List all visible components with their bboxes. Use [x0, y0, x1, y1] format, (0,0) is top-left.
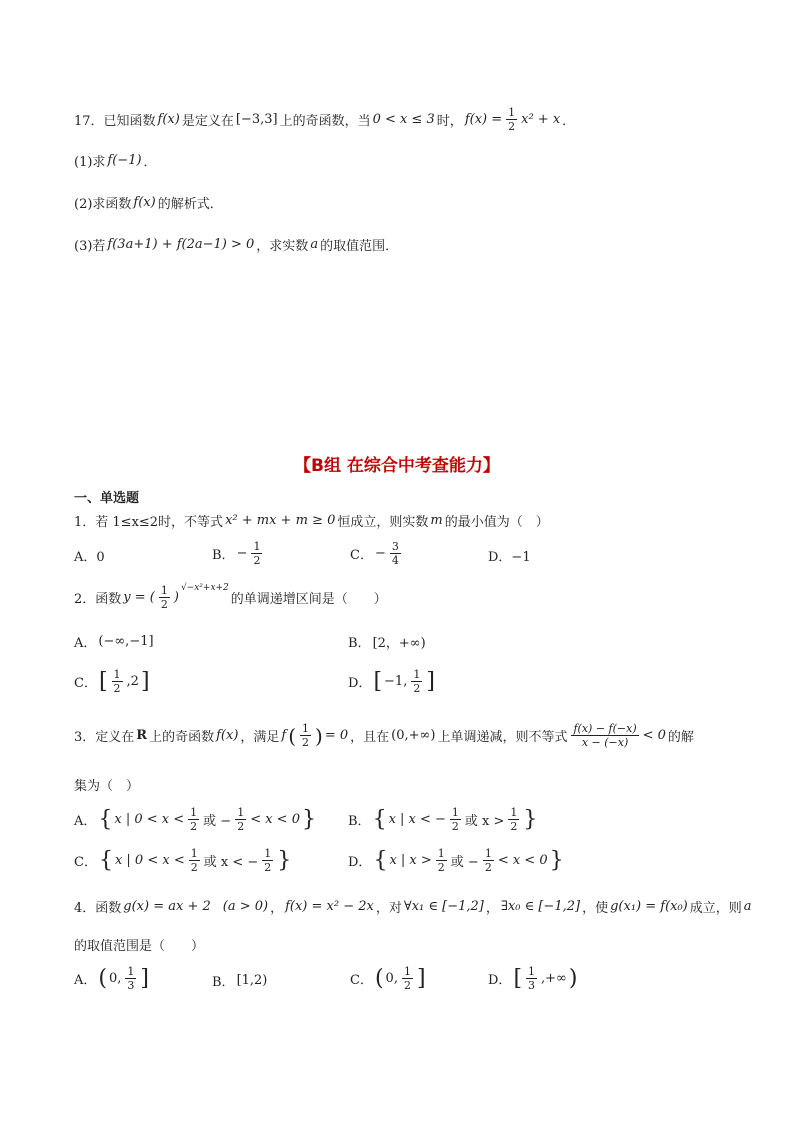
- q3-option-a-label: A．: [74, 814, 97, 829]
- q3-a-n2: 1: [237, 806, 245, 819]
- q4-var: a: [743, 899, 752, 914]
- q17-prefix: 17．已知函数: [74, 114, 156, 129]
- q17-p3-var: a: [310, 237, 319, 252]
- q4-option-a-label: A．: [74, 973, 97, 988]
- q2-frac: [159, 584, 170, 611]
- q17-p1-label: (1)求: [74, 155, 106, 170]
- q2-c-den: 2: [113, 682, 121, 695]
- q2-option-a-value: (−∞,−1]: [98, 634, 154, 649]
- q3-real-set: R: [136, 728, 148, 743]
- q17-fx: f(x): [157, 112, 180, 127]
- q4-d-num: 1: [528, 965, 536, 978]
- q2-d-num: 1: [413, 668, 421, 681]
- q17-mid1: 是定义在: [181, 114, 234, 129]
- q3-b-frac1: [450, 806, 461, 833]
- q3-c-n1: 1: [190, 847, 198, 860]
- q3-a-d2: 2: [237, 820, 245, 833]
- q3-stem-text2: 上的奇函数: [149, 730, 215, 745]
- q2-option-a-label: A．: [74, 636, 97, 651]
- q4-c-num: 1: [403, 965, 411, 978]
- q3-a-mid: 或 −: [203, 814, 232, 829]
- q2-option-b-value: [2，+∞): [372, 636, 426, 651]
- q4-a-num: 1: [127, 965, 135, 978]
- q3-d-mid: 或 −: [450, 855, 479, 870]
- q4-option-d[interactable]: D． [ $\frac{1}{3}$ ,+∞ ): [488, 965, 578, 992]
- q4-a-den: 3: [127, 979, 135, 992]
- q3-interval: (0,+∞): [391, 728, 436, 743]
- q3-half: [300, 722, 311, 749]
- q1-c-den: 4: [391, 554, 399, 567]
- q17-fraction: [506, 106, 517, 133]
- q17-p3-end: 的取值范围．: [320, 239, 399, 254]
- q1-option-b-frac: [251, 540, 262, 567]
- q4-stem-text2: ，对: [375, 901, 402, 916]
- q3-stem-text: 3．定义在: [74, 730, 135, 745]
- q2-d-den: 2: [413, 682, 421, 695]
- q3-d-head: x | x >: [389, 853, 432, 868]
- q1-stem-text3: 的最小值为（ ）: [444, 515, 549, 530]
- q3-f: f: [281, 728, 287, 743]
- q2-frac-num: 1: [160, 584, 168, 597]
- q17-part1: [74, 151, 157, 170]
- q4-c-frac: [402, 965, 413, 992]
- q4-stem: 4．函数 g(x) = ax + 2 (a > 0) ， f(x) = x² − 2x ，对 ∀x₁ ∈ [−1,2] ， ∃x₀ ∈ [−1,2] ，使 g(x₁) = f(x₀) 成立，则 a: [74, 899, 752, 916]
- q3-a-frac1: [188, 806, 199, 833]
- q2-c-num: 1: [113, 668, 121, 681]
- section-title: 【B组 在综合中考查能力】: [294, 456, 500, 476]
- q17-part2: [74, 193, 223, 212]
- q4-a-frac: [125, 965, 136, 992]
- q1-var: m: [430, 513, 443, 528]
- q2-option-d-frac: [411, 668, 422, 695]
- q17-condition: 0 < x ≤ 3: [372, 112, 435, 127]
- q3-b-head: x | x < −: [388, 812, 446, 827]
- section-heading: 一、单选题: [74, 491, 140, 506]
- q2-stem-text2: 的单调递增区间是（ ）: [230, 592, 387, 607]
- q3-d-tail: < x < 0: [497, 853, 548, 868]
- q3-stem-line2: 集为（ ）: [74, 779, 140, 794]
- q17-p3-expr: f(3a+1) + f(2a−1) > 0: [107, 237, 255, 252]
- q2-option-c-tail: ,2: [126, 674, 139, 689]
- q1-b-den: 2: [253, 554, 261, 567]
- q4-stem-text: 4．函数: [74, 901, 122, 916]
- q3-a-head: x | 0 < x <: [114, 812, 185, 827]
- q3-option-c[interactable]: C． { x | 0 < x < $\frac{1}{2}$ 或 x < − $\frac{1}{2}$ }: [74, 847, 292, 874]
- q4-cond: (a > 0): [222, 899, 269, 914]
- q3-half-den: 2: [302, 736, 310, 749]
- q3-stem-text6: 的解: [667, 730, 694, 745]
- q3-b-frac2: [508, 806, 519, 833]
- q3-c-n2: 1: [264, 847, 272, 860]
- q4-d-tail: ,+∞: [541, 971, 567, 986]
- q2-option-c-label: C．: [74, 676, 97, 691]
- q17-tail-expr: x² + x: [521, 112, 561, 127]
- q4-option-b[interactable]: [212, 971, 267, 990]
- q3-half-num: 1: [302, 722, 310, 735]
- q1-option-a[interactable]: [74, 546, 105, 565]
- q4-option-a[interactable]: A． ( 0, $\frac{1}{3}$ ]: [74, 965, 149, 992]
- q1-option-c[interactable]: [350, 540, 403, 567]
- q4-stem-text5: 成立，则: [689, 901, 742, 916]
- q3-d-d2: 2: [484, 861, 492, 874]
- q17-p2-label: (2)求函数: [74, 197, 132, 212]
- q3-c-mid: 或 x < −: [203, 855, 259, 870]
- q4-exists: ∃x₀ ∈ [−1,2]: [500, 899, 581, 914]
- q1-option-c-label: C．: [350, 548, 373, 563]
- q3-b-mid: 或 x >: [464, 814, 505, 829]
- q3-d-d1: 2: [437, 861, 445, 874]
- q17-frac-den: 2: [508, 120, 516, 133]
- q3-option-d[interactable]: D． { x | x > $\frac{1}{2}$ 或 − $\frac{1}{2}$ < x < 0 }: [348, 847, 564, 874]
- q2-frac-den: 2: [160, 598, 168, 611]
- q2-option-b-label: B．: [348, 636, 371, 651]
- q17-p3-label: (3)若: [74, 239, 106, 254]
- q17-end: ．: [562, 114, 576, 129]
- q17-f-eq: f(x) =: [464, 112, 503, 127]
- q3-inequality-frac: [571, 722, 638, 749]
- q3-a-tail: < x < 0: [250, 812, 300, 827]
- q3-a-frac2: [235, 806, 246, 833]
- q3-b-n2: 1: [510, 806, 518, 819]
- q3-option-c-label: C．: [74, 855, 97, 870]
- q2-stem: [74, 584, 387, 611]
- q4-c-den: 2: [403, 979, 411, 992]
- q1-stem-text: 1．若 1≤x≤2时，不等式: [74, 515, 224, 530]
- q2-option-b[interactable]: [348, 632, 426, 651]
- q17-p2-expr: f(x): [133, 195, 156, 210]
- q3-ineq-tail: < 0: [642, 728, 666, 743]
- q2-expr-y: y = (: [123, 590, 155, 605]
- q4-stem-text3: ，: [485, 901, 499, 916]
- q3-d-n2: 1: [484, 847, 492, 860]
- q3-d-n1: 1: [437, 847, 445, 860]
- q2-option-d[interactable]: D． [ −1, $\frac{1}{2}$ ]: [348, 668, 435, 695]
- q3-stem-text3: ，满足: [240, 730, 280, 745]
- q3-c-d2: 2: [264, 861, 272, 874]
- q4-d-frac: [526, 965, 537, 992]
- q1-b-num: 1: [253, 540, 261, 553]
- q3-a-n1: 1: [190, 806, 198, 819]
- q3-option-d-label: D．: [348, 855, 372, 870]
- q17-part3: [74, 235, 398, 254]
- q17-p1-end: ．: [143, 155, 157, 170]
- q4-c-head: 0,: [385, 971, 398, 986]
- q3-c-frac1: [189, 847, 200, 874]
- q17-mid2: 上的奇函数，当: [279, 114, 371, 129]
- q3-b-n1: 1: [451, 806, 459, 819]
- q4-option-d-label: D．: [488, 973, 512, 988]
- q3-b-d2: 2: [510, 820, 518, 833]
- q17-p3-mid: ，求实数: [256, 239, 309, 254]
- q1-option-c-frac: [390, 540, 401, 567]
- q4-g: g(x) = ax + 2: [123, 899, 211, 914]
- q2-option-a[interactable]: [74, 632, 154, 651]
- q1-option-b[interactable]: [212, 540, 264, 567]
- q4-a-head: 0,: [108, 971, 122, 986]
- q1-option-b-label: B．: [212, 548, 235, 563]
- q2-stem-text: 2．函数: [74, 592, 122, 607]
- q3-b-d1: 2: [451, 820, 459, 833]
- q1-option-d[interactable]: [488, 546, 531, 565]
- q3-c-head: x | 0 < x <: [114, 853, 185, 868]
- q3-option-a[interactable]: A． { x | 0 < x < $\frac{1}{2}$ 或 − $\frac{1}{2}$ < x < 0 }: [74, 806, 316, 833]
- q2-option-d-head: −1,: [384, 674, 408, 689]
- q4-stem-text4: ，使: [582, 901, 609, 916]
- q4-option-b-label: B．: [212, 975, 235, 990]
- q1-expr: x² + mx + m ≥ 0: [225, 513, 336, 528]
- q3-option-b-label: B．: [348, 814, 371, 829]
- q4-eq: g(x₁) = f(x₀): [610, 899, 688, 914]
- q17-interval: [−3,3]: [235, 112, 278, 127]
- q1-option-b-sign: −: [236, 546, 248, 561]
- q3-ineq-num: f(x) − f(−x): [573, 722, 637, 735]
- q17-mid3: 时，: [436, 114, 463, 129]
- q1-stem-text2: 恒成立，则实数: [337, 515, 429, 530]
- q3-c-frac2: [262, 847, 273, 874]
- q3-fx: f(x): [216, 728, 239, 743]
- q4-option-b-value: [1,2): [236, 973, 268, 988]
- q17-p2-end: 的解析式．: [157, 197, 223, 212]
- q2-exponent: √−x²+x+2: [180, 582, 229, 593]
- q4-f: f(x) = x² − 2x: [285, 899, 374, 914]
- q2-option-c[interactable]: C． [ $\frac{1}{2}$ ,2 ]: [74, 668, 150, 695]
- q1-option-d-text: D．−1: [488, 550, 531, 565]
- q4-forall: ∀x₁ ∈ [−1,2]: [403, 899, 484, 914]
- q3-c-d1: 2: [190, 861, 198, 874]
- q3-a-d1: 2: [190, 820, 198, 833]
- q4-option-c-label: C．: [350, 973, 373, 988]
- q3-ineq-den: x − (−x): [581, 736, 629, 749]
- q3-stem: 3．定义在 R 上的奇函数 f(x) ，满足 f ( $\frac{1}{2}$ ) = 0 ，且在 (0,+∞) 上单调递减，则不等式 $\frac{f(x) - f(-x)}{x - (-x)}$ < 0 的解: [74, 722, 694, 749]
- q1-c-num: 3: [391, 540, 399, 553]
- q17-frac-num: 1: [508, 106, 516, 119]
- q2-option-d-label: D．: [348, 676, 372, 691]
- q1-stem: [74, 511, 549, 530]
- q3-d-frac1: [436, 847, 447, 874]
- q3-eq0: = 0: [324, 728, 349, 743]
- q3-stem-text4: ，且在: [350, 730, 390, 745]
- q2-expr-close: ): [173, 590, 179, 605]
- q17-p1-expr: f(−1): [107, 153, 142, 168]
- q17-stem: [74, 106, 575, 133]
- q3-d-frac2: [483, 847, 494, 874]
- q3-stem-text5: 上单调递减，则不等式: [437, 730, 568, 745]
- q4-d-den: 3: [528, 979, 536, 992]
- q1-option-a-text: A．0: [74, 550, 105, 565]
- q3-option-b[interactable]: B． { x | x < − $\frac{1}{2}$ 或 x > $\frac{1}{2}$ }: [348, 806, 538, 833]
- q4-stem-line2: 的取值范围是（ ）: [74, 939, 205, 954]
- q1-option-c-sign: −: [374, 546, 386, 561]
- q2-option-c-frac: [112, 668, 123, 695]
- q4-option-c[interactable]: C． ( 0, $\frac{1}{2}$ ]: [350, 965, 426, 992]
